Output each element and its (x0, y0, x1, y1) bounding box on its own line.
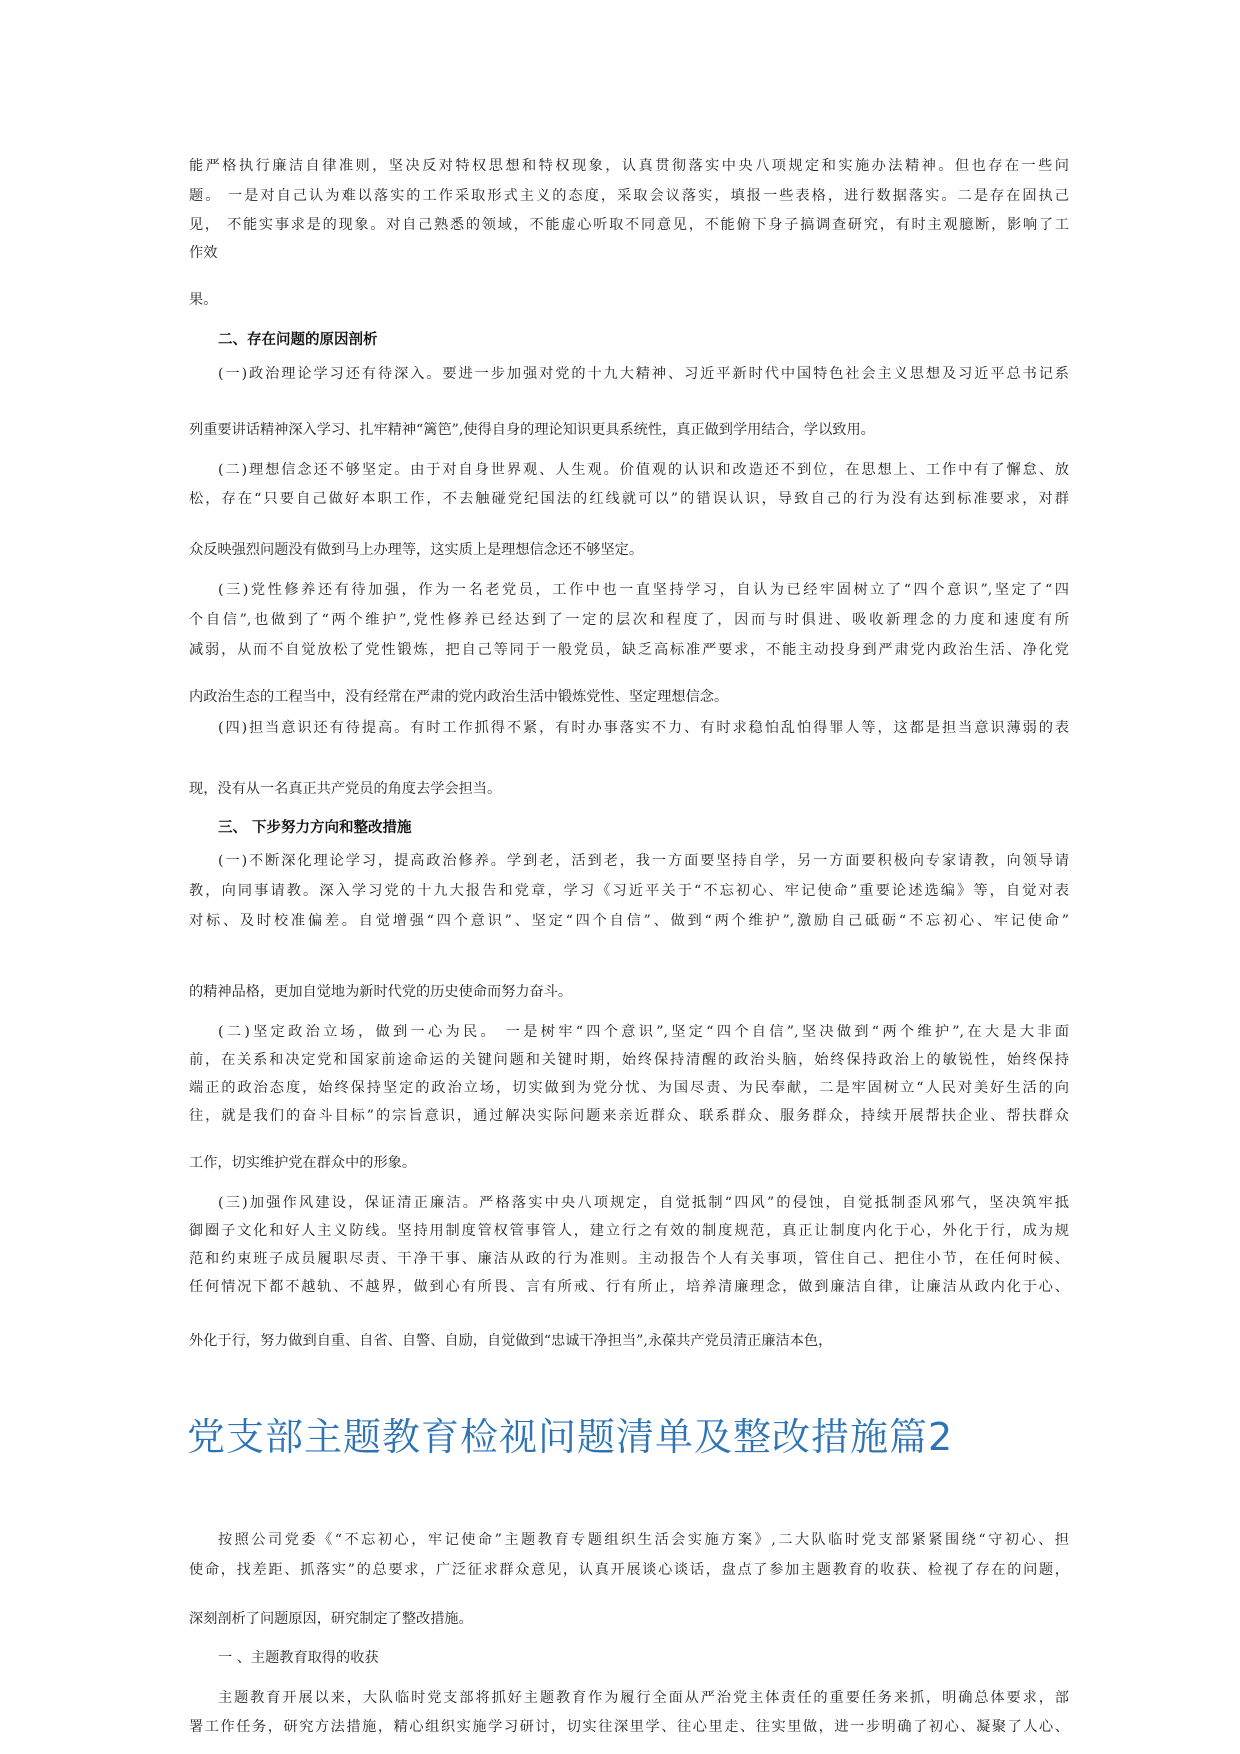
paragraph-line: (一)不断深化理论学习，提高政治修养。学到老，活到老，我一方面要坚持自学，另一方面要积极向专家请教，向领导请 (218, 853, 1069, 869)
paragraph-line: 众反映强烈问题没有做到马上办理等，这实质上是理想信念还不够坚定。 (189, 542, 644, 558)
paragraph-line: 个自信”,也做到了“两个维护”,党性修养已经达到了一定的层次和程度了，因而与时俱进、吸收新理念的力度和速度有所 (189, 612, 1069, 628)
paragraph-line: 教，向同事请教。深入学习党的十九大报告和党章，学习《习近平关于“不忘初心、牢记使命”重要论述选编》等，自觉对表 (189, 883, 1069, 899)
paragraph-line: 的精神品格，更加自觉地为新时代党的历史使命而努力奋斗。 (189, 984, 573, 1000)
paragraph-line: 果。 (189, 292, 218, 308)
paragraph-line: (一)政治理论学习还有待深入。要进一步加强对党的十九大精神、习近平新时代中国特色社会主义思想及习近平总书记系 (218, 366, 1069, 382)
paragraph-line: 使命，找差距、抓落实”的总要求，广泛征求群众意见，认真开展谈心谈话，盘点了参加主题教育的收获、检视了存在的问题， (189, 1562, 1069, 1578)
paragraph-line: (四)担当意识还有待提高。有时工作抓得不紧，有时办事落实不力、有时求稳怕乱怕得罪人等，这都是担当意识薄弱的表 (218, 720, 1069, 736)
paragraph-line: (二)理想信念还不够坚定。由于对自身世界观、人生观。价值观的认识和改造还不到位，在思想上、工作中有了懈怠、放 (218, 462, 1069, 478)
paragraph-line: 范和约束班子成员履职尽责、干净干事、廉洁从政的行为准则。主动报告个人有关事项，管住自己、把住小节，在任何时候、 (189, 1251, 1069, 1267)
paragraph-line: 内政治生态的工程当中，没有经常在严肃的党内政治生活中锻炼党性、坚定理想信念。 (189, 689, 729, 705)
paragraph-line: 任何情况下都不越轨、不越界，做到心有所畏、言有所戒、行有所止，培养清廉理念，做到廉洁自律，让廉洁从政内化于心、 (189, 1279, 1069, 1295)
paragraph-line: 减弱，从而不自觉放松了党性锻炼，把自己等同于一般党员，缺乏高标准严要求，不能主动投身到严肃党内政治生活、净化党 (189, 642, 1069, 658)
section-heading: 二、存在问题的原因剖析 (218, 332, 378, 348)
paragraph-line: 深刻剖析了问题原因，研究制定了整改措施。 (189, 1611, 473, 1627)
paragraph-line: 能严格执行廉洁自律准则，坚决反对特权思想和特权现象，认真贯彻落实中央八项规定和实施办法精神。但也存在一些问 (189, 158, 1069, 174)
paragraph-line: 松，存在“只要自己做好本职工作，不去触碰党纪国法的红线就可以”的错误认识，导致自己的行为没有达到标准要求，对群 (189, 491, 1069, 507)
article-title: 党支部主题教育检视问题清单及整改措施篇2 (187, 1415, 954, 1459)
paragraph-line: 御圈子文化和好人主义防线。坚持用制度管权管事管人，建立行之有效的制度规范，真正让制度内化于心，外化于行，成为规 (189, 1223, 1069, 1239)
paragraph-line: (三)加强作风建设，保证清正廉洁。严格落实中央八项规定，自觉抵制“四风”的侵蚀，自觉抵制歪风邪气，坚决筑牢抵 (218, 1195, 1069, 1211)
paragraph-line: 现，没有从一名真正共产党员的角度去学会担当。 (189, 781, 502, 797)
paragraph-line: 见， 不能实事求是的现象。对自己熟悉的领域，不能虚心听取不同意见，不能俯下身子搞调查研究，有时主观臆断，影响了工 (189, 217, 1069, 233)
paragraph-line: 主题教育开展以来，大队临时党支部将抓好主题教育作为履行全面从严治党主体责任的重要任务来抓，明确总体要求，部 (218, 1690, 1069, 1706)
paragraph-line: 往，就是我们的奋斗目标”的宗旨意识，通过解决实际问题来亲近群众、联系群众、服务群众，持续开展帮扶企业、帮扶群众 (189, 1108, 1069, 1124)
paragraph-line: 列重要讲话精神深入学习、扎牢精神“篱笆”,使得自身的理论知识更具系统性，真正做到学用结合，学以致用。 (189, 422, 875, 438)
section-heading: 三、 下步努力方向和整改措施 (218, 820, 412, 836)
paragraph-line: 对标、及时校准偏差。自觉增强“四个意识”、坚定“四个自信”、做到“两个维护”,激励自己砥砺“不忘初心、牢记使命” (189, 913, 1069, 929)
paragraph-line: 端正的政治态度，始终保持坚定的政治立场，切实做到为党分忧、为国尽责、为民奉献，二是牢固树立“人民对美好生活的向 (189, 1080, 1069, 1096)
sub-heading: 一 、主题教育取得的收获 (218, 1650, 379, 1666)
paragraph-line: 署工作任务，研究方法措施，精心组织实施学习研讨，切实往深里学、往心里走、往实里做，进一步明确了初心、凝聚了人心、 (189, 1719, 1069, 1735)
paragraph-line: 作效 (189, 245, 218, 261)
paragraph-line: (二)坚定政治立场，做到一心为民。 一是树牢“四个意识”,坚定“四个自信”,坚决做到“两个维护”,在大是大非面 (218, 1024, 1069, 1040)
paragraph-line: 题。 一是对自己认为难以落实的工作采取形式主义的态度，采取会议落实，填报一些表格，进行数据落实。二是存在固执己 (189, 188, 1069, 204)
paragraph-line: 外化于行，努力做到自重、自省、自警、自励，自觉做到“忠诚干净担当”,永葆共产党员清正廉洁本色， (189, 1333, 833, 1349)
paragraph-line: (三)党性修养还有待加强，作为一名老党员，工作中也一直坚持学习，自认为已经牢固树立了“四个意识”,坚定了“四 (218, 582, 1069, 598)
paragraph-line: 前，在关系和决定党和国家前途命运的关键问题和关键时期，始终保持清醒的政治头脑，始终保持政治上的敏锐性，始终保持 (189, 1052, 1069, 1068)
paragraph-line: 工作，切实维护党在群众中的形象。 (189, 1155, 417, 1171)
paragraph-line: 按照公司党委《“不忘初心，牢记使命”主题教育专题组织生活会实施方案》,二大队临时党支部紧紧围绕“守初心、担 (218, 1532, 1069, 1548)
